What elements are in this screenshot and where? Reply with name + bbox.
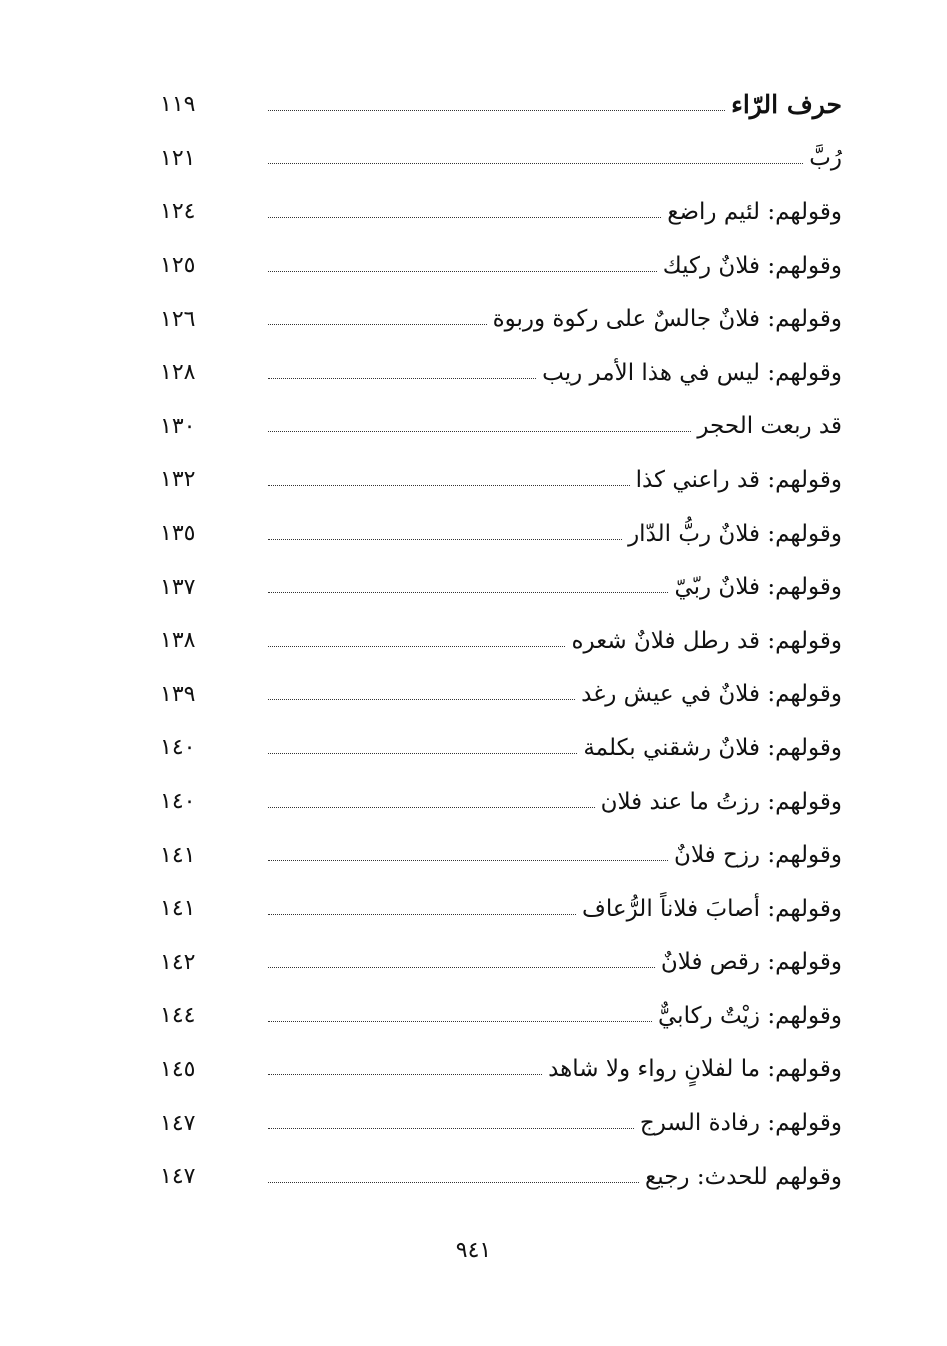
table-of-contents [160, 78, 842, 1203]
page-reference: ١٤٧ [160, 1110, 196, 1136]
toc-row [160, 292, 842, 346]
entry-title: وقولهم: فلانٌ ربّيّ [674, 574, 842, 601]
dot-leader [268, 109, 725, 111]
toc-row [160, 239, 842, 293]
section-heading: حرف الرّاء [731, 90, 842, 120]
page-reference: ١٤٠ [160, 789, 196, 815]
dot-leader [268, 806, 595, 808]
dot-leader [268, 1181, 639, 1183]
toc-row [160, 668, 842, 722]
dot-leader [268, 1020, 652, 1022]
toc-row [160, 185, 842, 239]
dot-leader [268, 752, 577, 754]
page-reference: ١٣٠ [160, 413, 196, 439]
toc-row [160, 560, 842, 614]
page-reference: ١٢٤ [160, 199, 196, 225]
page-reference: ١٣٨ [160, 628, 196, 654]
page-reference: ١٤١ [160, 896, 196, 922]
entry-title: وقولهم: فلانٌ جالسٌ على ركوة وربوة [492, 306, 842, 333]
toc-row [160, 400, 842, 454]
toc-row [160, 346, 842, 400]
toc-row [160, 775, 842, 829]
page-reference: ١٢٥ [160, 253, 196, 279]
entry-title: وقولهم: قد راعني كذا [635, 466, 842, 493]
toc-row [160, 721, 842, 775]
dot-leader [268, 484, 630, 486]
page-reference: ١٢٦ [160, 306, 196, 332]
toc-row [160, 828, 842, 882]
toc-row [160, 936, 842, 990]
page-reference: ١٢٨ [160, 360, 196, 386]
page-reference: ١٤٢ [160, 949, 196, 975]
dot-leader [268, 216, 661, 218]
page-number: ٩٤١ [455, 1238, 492, 1263]
dot-leader [268, 698, 575, 700]
page-reference: ١٤٠ [160, 735, 196, 761]
toc-row [160, 614, 842, 668]
dot-leader [268, 1127, 634, 1129]
page-reference: ١٤٥ [160, 1056, 196, 1082]
page-reference: ١٤١ [160, 842, 196, 868]
page-reference: ١٣٧ [160, 574, 196, 600]
dot-leader [268, 1073, 542, 1075]
entry-title: وقولهم: فلانٌ ربُّ الدّار [628, 520, 842, 547]
page-reference: ١٤٧ [160, 1164, 196, 1190]
toc-row [160, 1096, 842, 1150]
entry-title: وقولهم: فلانٌ ركيك [662, 252, 842, 279]
entry-title: وقولهم: قد رطل فلانٌ شعره [571, 627, 842, 654]
toc-row [160, 507, 842, 561]
page-reference: ١٣٩ [160, 681, 196, 707]
toc-row [160, 989, 842, 1043]
dot-leader [268, 859, 668, 861]
entry-title: وقولهم: رزح فلانٌ [674, 842, 842, 869]
entry-title: وقولهم: أصابَ فلاناً الرُّعاف [582, 895, 842, 922]
dot-leader [268, 966, 655, 968]
dot-leader [268, 270, 657, 272]
entry-title: وقولهم: لئيم راضع [667, 198, 842, 225]
entry-title: وقولهم: رزتُ ما عند فلان [600, 788, 842, 815]
toc-row [160, 132, 842, 186]
page-reference: ١٣٢ [160, 467, 196, 493]
page-reference: ١٢١ [160, 145, 196, 171]
entry-title: وقولهم: رفادة السرج [639, 1110, 842, 1137]
dot-leader [268, 377, 536, 379]
entry-title: وقولهم: رقص فلانٌ [660, 949, 842, 976]
toc-row [160, 882, 842, 936]
dot-leader [268, 913, 576, 915]
entry-title: وقولهم: زيْتٌ ركابيٌّ [658, 1002, 842, 1029]
entry-title: قد ربعت الحجر [697, 413, 842, 440]
dot-leader [268, 430, 691, 432]
entry-title: وقولهم: فلانٌ في عيش رغد [581, 681, 842, 708]
toc-row [160, 1043, 842, 1097]
dot-leader [268, 591, 668, 593]
toc-row [160, 78, 842, 132]
toc-row [160, 453, 842, 507]
entry-title: وقولهم: فلانٌ رشقني بكلمة [583, 734, 842, 761]
dot-leader [268, 645, 565, 647]
dot-leader [268, 323, 487, 325]
entry-title: وقولهم: ليس في هذا الأمر ريب [542, 359, 842, 386]
dot-leader [268, 538, 622, 540]
entry-title: وقولهم للحدث: رجيع [645, 1163, 842, 1190]
toc-row [160, 1150, 842, 1204]
page-reference: ١٣٥ [160, 521, 196, 547]
page-reference: ١١٩ [160, 92, 196, 118]
entry-title: وقولهم: ما لفلانٍ رواء ولا شاهد [548, 1056, 842, 1083]
entry-title: رُبَّ [809, 145, 842, 172]
page-reference: ١٤٤ [160, 1003, 196, 1029]
dot-leader [268, 162, 803, 164]
